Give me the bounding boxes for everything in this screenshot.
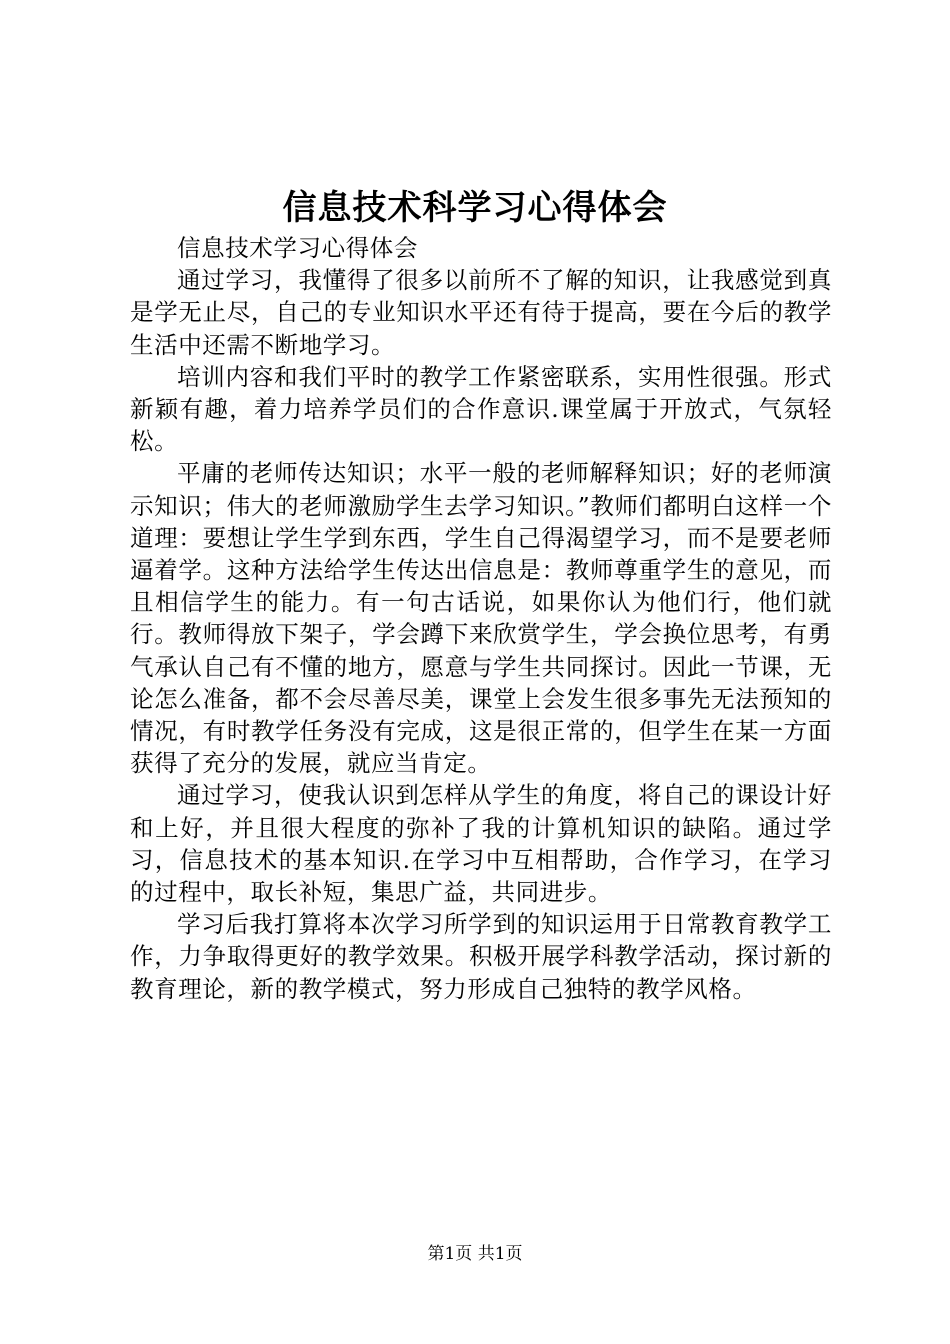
page-footer: 第1页 共1页 (427, 1244, 523, 1264)
paragraph-5: 学习后我打算将本次学习所学到的知识运用于日常教育教学工作，力争取得更好的教学效果。积极开展学科教学活动，探讨新的教育理论，新的教学模式，努力形成自己独特的教学风格。 (130, 910, 832, 1003)
paragraph-1: 通过学习，我懂得了很多以前所不了解的知识，让我感觉到真是学无止尽，自己的专业知识水平还有待于提高，要在今后的教学生活中还需不断地学习。 (130, 266, 832, 359)
document-title: 信息技术科学习心得体会 (282, 188, 668, 228)
paragraph-4: 通过学习，使我认识到怎样从学生的角度，将自己的课设计好和上好，并且很大程度的弥补了我的计算机知识的缺陷。通过学习，信息技术的基本知识.在学习中互相帮助，合作学习，在学习的过程中，取长补短，集思广益，共同进步。 (130, 781, 832, 907)
document-body (130, 232, 832, 1005)
paragraph-3: 平庸的老师传达知识；水平一般的老师解释知识；好的老师演示知识；伟大的老师激励学生去学习知识。”教师们都明白这样一个道理：要想让学生学到东西，学生自己得渴望学习，而不是要老师逼着学。这种方法给学生传达出信息是：教师尊重学生的意见，而且相信学生的能力。有一句古话说，如果你认为他们行，他们就行。教师得放下架子，学会蹲下来欣赏学生，学会换位思考，有勇气承认自己有不懂的地方，愿意与学生共同探讨。因此一节课，无论怎么准备，都不会尽善尽美，课堂上会发生很多事先无法预知的情况，有时教学任务没有完成，这是很正常的，但学生在某一方面获得了充分的发展，就应当肯定。 (130, 459, 832, 778)
paragraph-2: 培训内容和我们平时的教学工作紧密联系，实用性很强。形式新颖有趣，着力培养学员们的合作意识.课堂属于开放式，气氛轻松。 (130, 362, 832, 456)
document-subtitle: 信息技术学习心得体会 (177, 234, 418, 262)
